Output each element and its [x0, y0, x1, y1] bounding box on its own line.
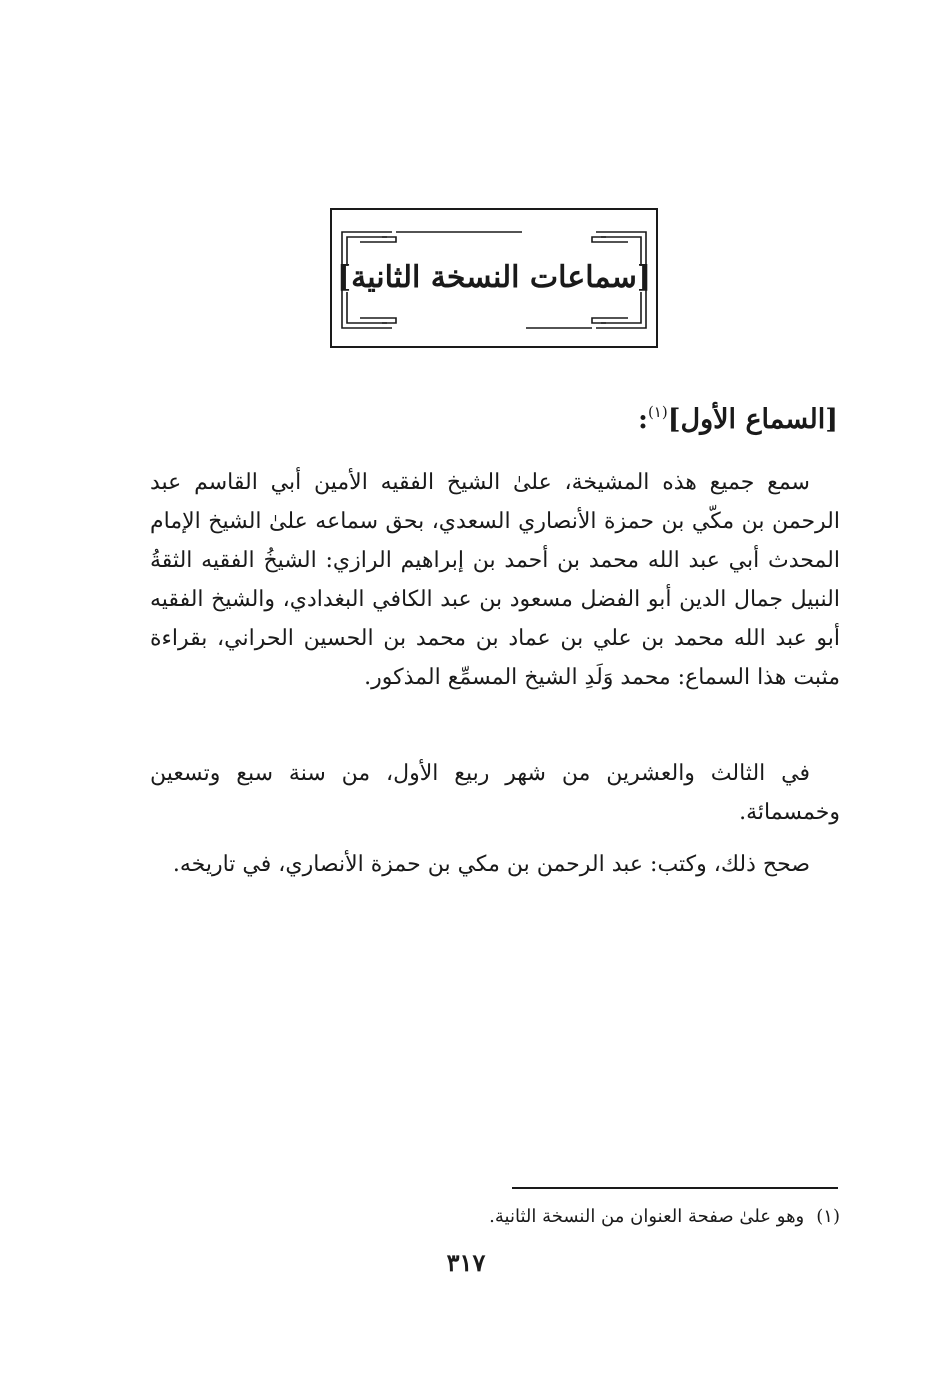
footnote-marker: (١)	[816, 1206, 840, 1227]
heading-text: [السماع الأول]	[667, 404, 838, 435]
footnote	[489, 1203, 840, 1231]
paragraph-2: في الثالث والعشرين من شهر ربيع الأول، من سنة سبع وتسعين وخمسمائة.	[150, 761, 840, 825]
heading-colon: :	[637, 404, 648, 435]
footnote-divider	[512, 1187, 838, 1189]
sama-heading	[638, 392, 838, 440]
title-frame	[330, 208, 658, 348]
footnote-reference: (١)	[647, 403, 668, 421]
paragraph-3: صحح ذلك، وكتب: عبد الرحمن بن مكي بن حمزة الأنصاري، في تاريخه.	[172, 852, 810, 877]
footnote-text: وهو علىٰ صفحة العنوان من النسخة الثانية.	[489, 1206, 805, 1227]
paragraph-1: سمع جميع هذه المشيخة، علىٰ الشيخ الفقيه الأمين أبي القاسم عبد الرحمن بن مكّي بن حمزة الأنصاري السعدي، بحق سماعه علىٰ الشيخ الإمام المحدث أبي عبد الله محمد بن أحمد بن إبراهيم الرازي: الشيخُ الفقيه الثقةُ النبيل جمال الدين أبو الفضل مسعود بن عبد الكافي البغدادي، والشيخ الفقيه أبو عبد الله محمد بن علي بن عماد بن محمد بن الحسين الحراني، بقراءة مثبت هذا السماع: محمد وَلَدِ الشيخ المسمِّع المذكور.	[150, 470, 840, 690]
section-title: [سماعات النسخة الثانية]	[336, 260, 652, 295]
page-number: ٣١٧	[446, 1248, 486, 1277]
